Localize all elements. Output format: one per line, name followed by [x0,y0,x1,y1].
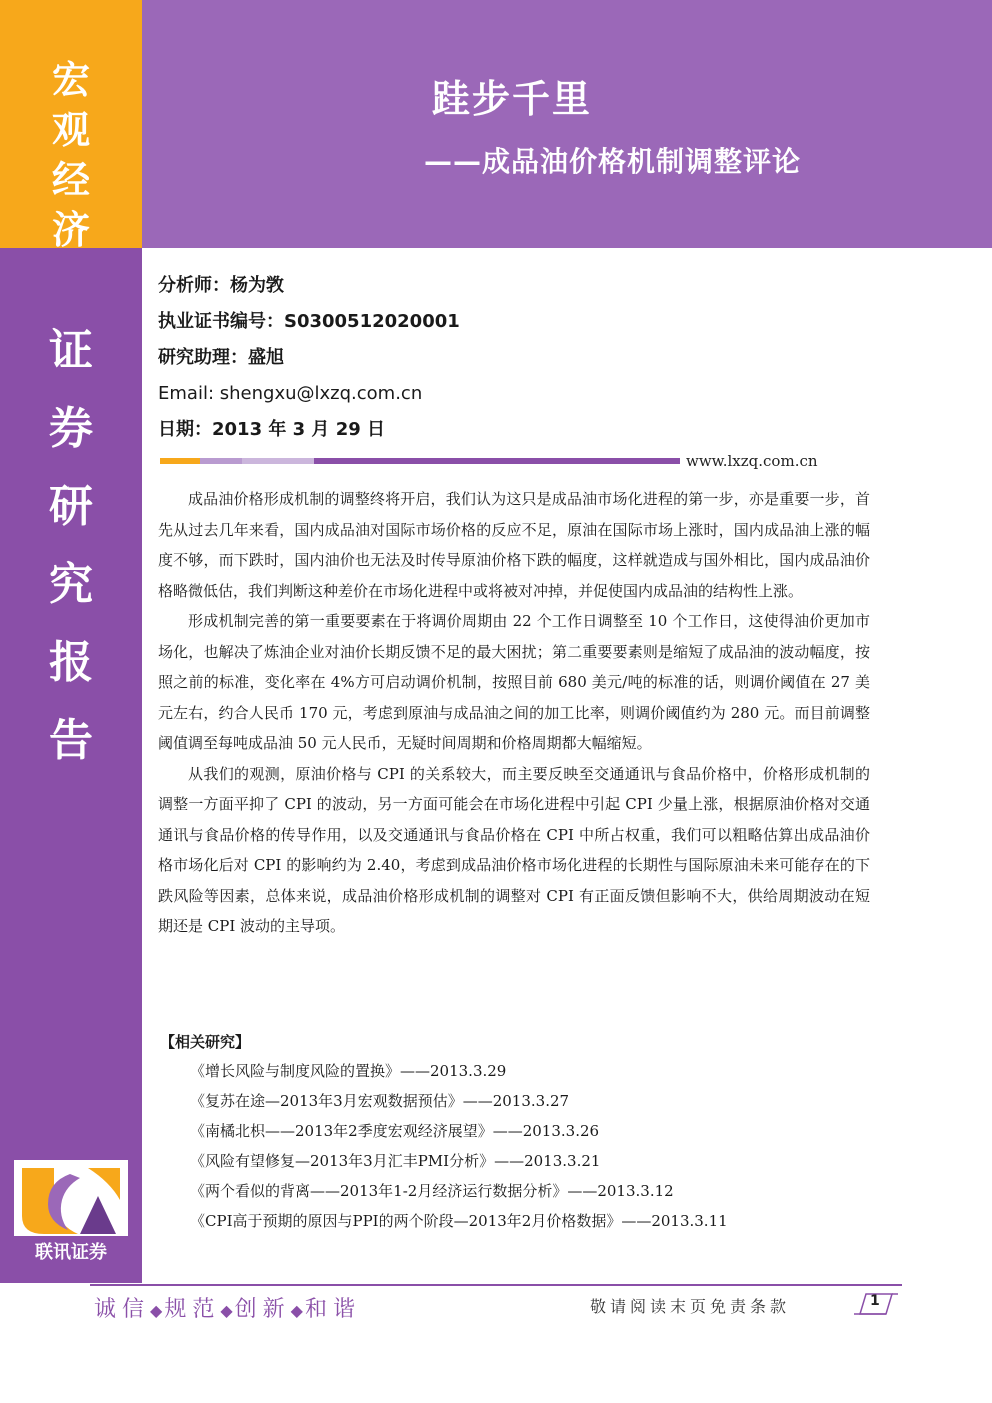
category-label: 宏 观 经 济 [51,58,90,252]
paragraph: 成品油价格形成机制的调整终将开启，我们认为这只是成品油市场化进程的第一步，亦是重要一步，首先从过去几年来看，国内成品油对国际市场价格的反应不足，原油在国际市场上涨时，国内成品油上涨的幅度不够，而下跌时，国内油价也无法及时传导原油价格下跌的幅度，这样就造成与国外相比，国内成品油价格略微低估，我们判断这种差价在市场化进程中或将被对冲掉，并促使国内成品油的结构性上涨。 [158,490,870,600]
related-item: 《CPI高于预期的原因与PPI的两个阶段—2013年2月价格数据》——2013.3.11 [190,1212,728,1230]
footer-divider [90,1284,902,1286]
footer-motto: 诚信◆规范◆创新◆和谐 [94,1297,361,1322]
paragraph: 形成机制完善的第一重要要素在于将调价周期由 22 个工作日调整至 10 个工作日，这使得油价更加市场化，也解决了炼油企业对油价长期反馈不足的最大困扰；第二重要要素则是缩短了成品油的波动幅度，按照之前的标准，变化率在 4%方可启动调价机制，按照目前 680 美元/吨的标准的话，则调价阈值在 27 美元左右，约合人民币 170 元，考虑到原油与成品油之间的加工比率，则调价阈值约为 280 元。而目前调整阈值调至每吨成品油 50 元人民币，无疑时间周期和价格周期都大幅缩短。 [158,612,870,752]
report-subtitle: ——成品油价格机制调整评论 [424,145,802,178]
related-item: 《风险有望修复—2013年3月汇丰PMI分析》——2013.3.21 [190,1152,601,1170]
report-body [158,484,870,942]
related-item: 《增长风险与制度风险的置换》——2013.3.29 [190,1062,507,1080]
company-name: 联讯证券 [35,1242,107,1263]
page-number: 1 [854,1292,898,1316]
paragraph: 从我们的观测，原油价格与 CPI 的关系较大，而主要反映至交通通讯与食品价格中，价格形成机制的调整一方面平抑了 CPI 的波动，另一方面可能会在市场化进程中引起 CPI 少量上涨，根据原油价格对交通通讯与食品价格的传导作用，以及交通通讯与食品价格在 CPI 中所占权重，我们可以粗略估算出成品油价格市场化后对 CPI 的影响约为 2.40，考虑到成品油价格市场化进程的长期性与国际原油未来可能存在的下跌风险等因素，总体来说，成品油价格形成机制的调整对 CPI 有正面反馈但影响不大，供给周期波动在短期还是 CPI 波动的主导项。 [158,764,870,935]
research-assistant: 研究助理：盛旭 [158,347,284,368]
related-heading: 【相关研究】 [160,1033,251,1051]
email-link[interactable]: shengxu@lxzq.com.cn [219,383,423,404]
related-item: 《南橘北枳——2013年2季度宏观经济展望》——2013.3.26 [190,1122,600,1140]
header-divider [160,458,680,464]
license-number: 执业证书编号：S0300512020001 [158,311,460,332]
report-type-label: 证 券 研 究 报 告 [49,325,93,766]
author-info [158,272,460,452]
header-band [142,0,992,248]
related-item: 《两个看似的背离——2013年1-2月经济运行数据分析》——2013.3.12 [190,1182,674,1200]
report-date: 日期：2013 年 3 月 29 日 [158,419,386,440]
website-link[interactable]: www.lxzq.com.cn [686,452,818,470]
email-row [158,380,460,416]
disclaimer-notice: 敬请阅读末页免责条款 [590,1297,791,1316]
related-research [160,1028,860,1236]
related-item: 《复苏在途—2013年3月宏观数据预估》——2013.3.27 [190,1092,570,1110]
report-title: 跬步千里 [432,77,593,121]
email-label: Email: [158,383,215,404]
analyst: 分析师：杨为敩 [158,275,284,296]
